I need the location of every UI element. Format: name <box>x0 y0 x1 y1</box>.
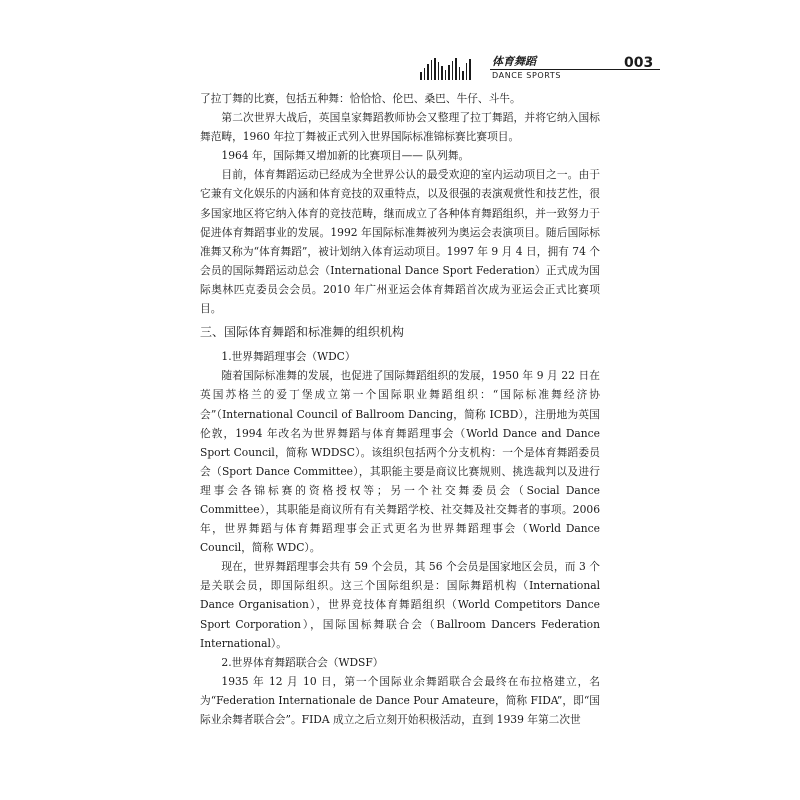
paragraph: 目前，体育舞蹈运动已经成为全世界公认的最受欢迎的室内运动项目之一。由于它兼有文化娱乐的内涵和体育竞技的双重特点，以及很强的表演观赏性和技艺性，很多国家地区将它纳入体育的竞技范畴，继而成立了各种体育舞蹈组织，并一致努力于促进体育舞蹈事业的发展。1992 年国际标准舞被列为奥运会表演项目。随后国际标准舞又称为“体育舞蹈”，被计划纳入体育运动项目。1997 年 9 月 4 日，拥有 74 个会员的国际舞蹈运动总会（International Dance Sport Federation）正式成为国际奥林匹克委员会会员。2010 年广州亚运会体育舞蹈首次成为亚运会正式比赛项目。 <box>200 168 600 316</box>
paragraph: 了拉丁舞的比赛，包括五种舞：恰恰恰、伦巴、桑巴、牛仔、斗牛。 <box>200 92 521 105</box>
paragraph: 第二次世界大战后，英国皇家舞蹈教师协会又整理了拉丁舞蹈，并将它纳入国标舞范畴，1960 年拉丁舞被正式列入世界国际标准锦标赛比赛项目。 <box>200 111 600 144</box>
header-title-en: DANCE SPORTS <box>492 71 562 80</box>
page-number: 003 <box>624 55 654 71</box>
paragraph: 1935 年 12 月 10 日，第一个国际业余舞蹈联合会最终在布拉格建立，名为“Federation Internationale de Dance Pour Amateure，简称 FIDA”，即“国际业余舞者联合会”。FIDA 成立之后立刻开始积极活动，直到 1939 年第二次世 <box>200 674 600 726</box>
subheading: 2.世界体育舞蹈联合会（WDSF） <box>221 655 384 669</box>
paragraph: 现在，世界舞蹈理事会共有 59 个会员，其 56 个会员是国家地区会员，而 3 个是关联会员，即国际组织。这三个国际组织是：国际舞蹈机构（International Dance Organisation），世界竞技体育舞蹈组织（World Competitors Dance Sport Corporation），国际国标舞联合会（Ballroom Dancers Federation International）。 <box>200 560 600 650</box>
header-title-cn: 体育舞蹈 <box>492 55 536 68</box>
section-heading: 三、国际体育舞蹈和标准舞的组织机构 <box>200 325 405 340</box>
paragraph: 1964 年，国际舞又增加新的比赛项目—— 队列舞。 <box>221 149 470 163</box>
body-text <box>200 89 600 729</box>
subheading: 1.世界舞蹈理事会（WDC） <box>221 350 356 364</box>
barcode-ornament-icon <box>420 58 471 80</box>
paragraph: 随着国际标准舞的发展，也促进了国际舞蹈组织的发展，1950 年 9 月 22 日在英国苏格兰的爱丁堡成立第一个国际职业舞蹈组织：“国际标准舞经济协会”（International Council of Ballroom Dancing，简称 ICBD），注册地为英国伦敦，1994 年改名为世界舞蹈与体育舞蹈理事会（World Dance and Dance Sport Council，简称 WDDSC）。该组织包括两个分支机构：一个是体育舞蹈委员会（Sport Dance Committee），其职能主要是商议比赛规则、挑选裁判以及进行理事会各锦标赛的资格授权等；另一个社交舞委员会（Social Dance Committee），其职能是商议所有有关舞蹈学校、社交舞及社交舞者的事项。2006 年，世界舞蹈与体育舞蹈理事会正式更名为世界舞蹈理事会（World Dance Council，简称 WDC）。 <box>200 369 600 555</box>
